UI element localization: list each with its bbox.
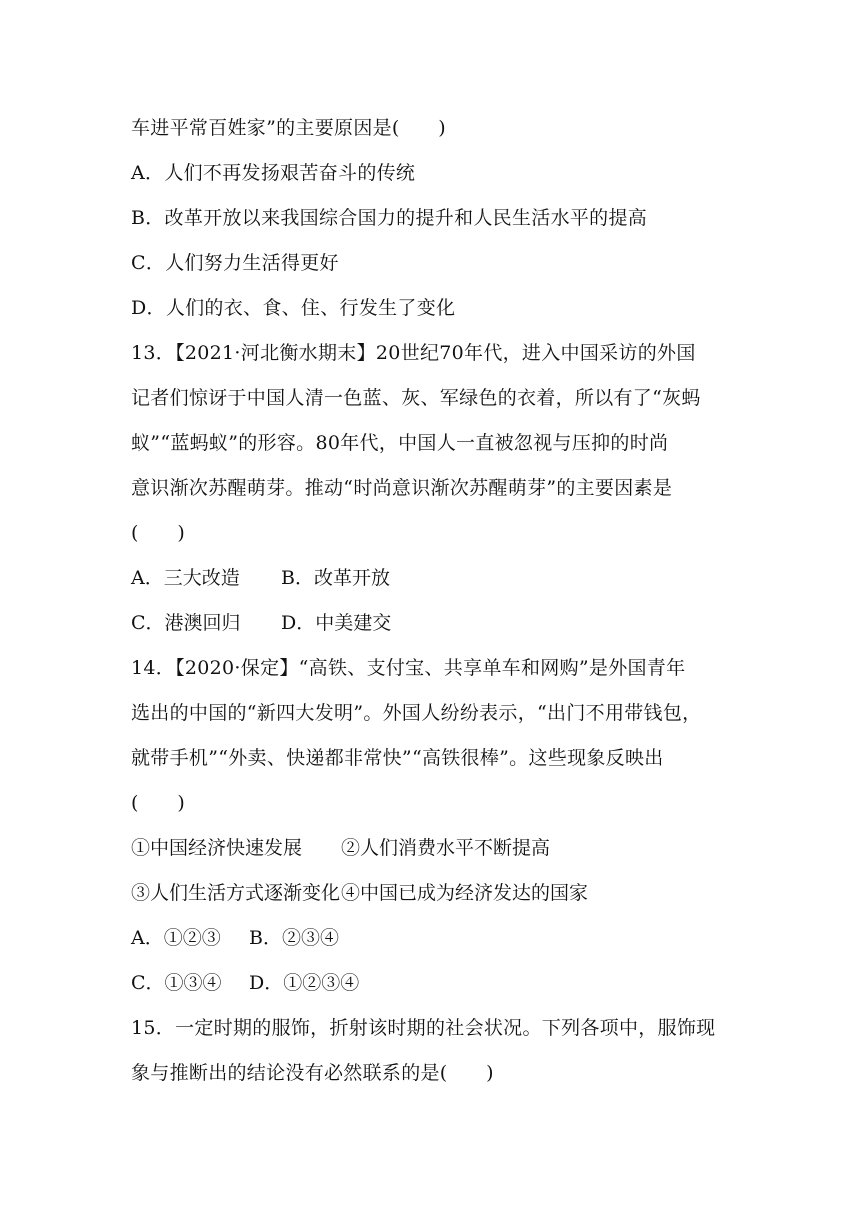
q15-line-1: 15．一定时期的服饰，折射该时期的社会状况。下列各项中，服饰现 — [131, 1017, 716, 1039]
q14-line-1: 14．【2020·保定】“高铁、支付宝、共享单车和网购”是外国青年 — [131, 657, 686, 679]
q12-option-a: A．人们不再发扬艰苦奋斗的传统 — [131, 162, 416, 184]
q13-option-d: D．中美建交 — [281, 612, 392, 634]
q14-statement-2: ②人们消费水平不断提高 — [341, 837, 551, 859]
q14-options-row-1 — [131, 926, 339, 950]
q13-line-1: 13．【2021·河北衡水期末】20世纪70年代，进入中国采访的外国 — [131, 342, 696, 364]
q14-statements-row-2 — [131, 881, 588, 905]
q13-option-a: A．三大改造 — [131, 567, 240, 589]
q15-line-2: 象与推断出的结论没有必然联系的是( ) — [131, 1062, 494, 1084]
q14-option-b: B．②③④ — [249, 927, 339, 949]
q12-option-c: C．人们努力生活得更好 — [131, 252, 339, 274]
q14-statement-3: ③人们生活方式逐渐变化 — [131, 882, 341, 904]
q13-line-4: 意识渐次苏醒萌芽。推动“时尚意识渐次苏醒萌芽”的主要因素是 — [131, 477, 673, 499]
q14-line-4: ( ) — [131, 792, 186, 814]
q14-option-c: C．①③④ — [131, 972, 222, 994]
q14-statement-4: ④中国已成为经济发达的国家 — [341, 882, 589, 904]
q12-stem: 车进平常百姓家”的主要原因是( ) — [131, 117, 446, 139]
q13-option-b: B．改革开放 — [281, 567, 390, 589]
q13-line-2: 记者们惊讶于中国人清一色蓝、灰、军绿色的衣着，所以有了“灰蚂 — [131, 387, 701, 409]
q14-line-2: 选出的中国的“新四大发明”。外国人纷纷表示，“出门不用带钱包， — [131, 702, 702, 724]
q13-options-row-2 — [131, 611, 391, 635]
q12-option-b: B．改革开放以来我国综合国力的提升和人民生活水平的提高 — [131, 207, 648, 229]
q13-options-row-1 — [131, 566, 390, 590]
q14-option-a: A．①②③ — [131, 927, 221, 949]
q13-line-5: ( ) — [131, 522, 186, 544]
q14-statement-1: ①中国经济快速发展 — [131, 837, 303, 859]
q14-options-row-2 — [131, 971, 359, 995]
q12-option-d: D．人们的衣、食、住、行发生了变化 — [131, 297, 456, 319]
q14-option-d: D．①②③④ — [249, 972, 360, 994]
q13-option-c: C．港澳回归 — [131, 612, 241, 634]
q14-line-3: 就带手机”“外卖、快递都非常快”“高铁很棒”。这些现象反映出 — [131, 747, 664, 769]
q14-statements-row-1 — [131, 836, 550, 860]
q13-line-3: 蚁”“蓝蚂蚁”的形容。80年代，中国人一直被忽视与压抑的时尚 — [131, 432, 669, 454]
